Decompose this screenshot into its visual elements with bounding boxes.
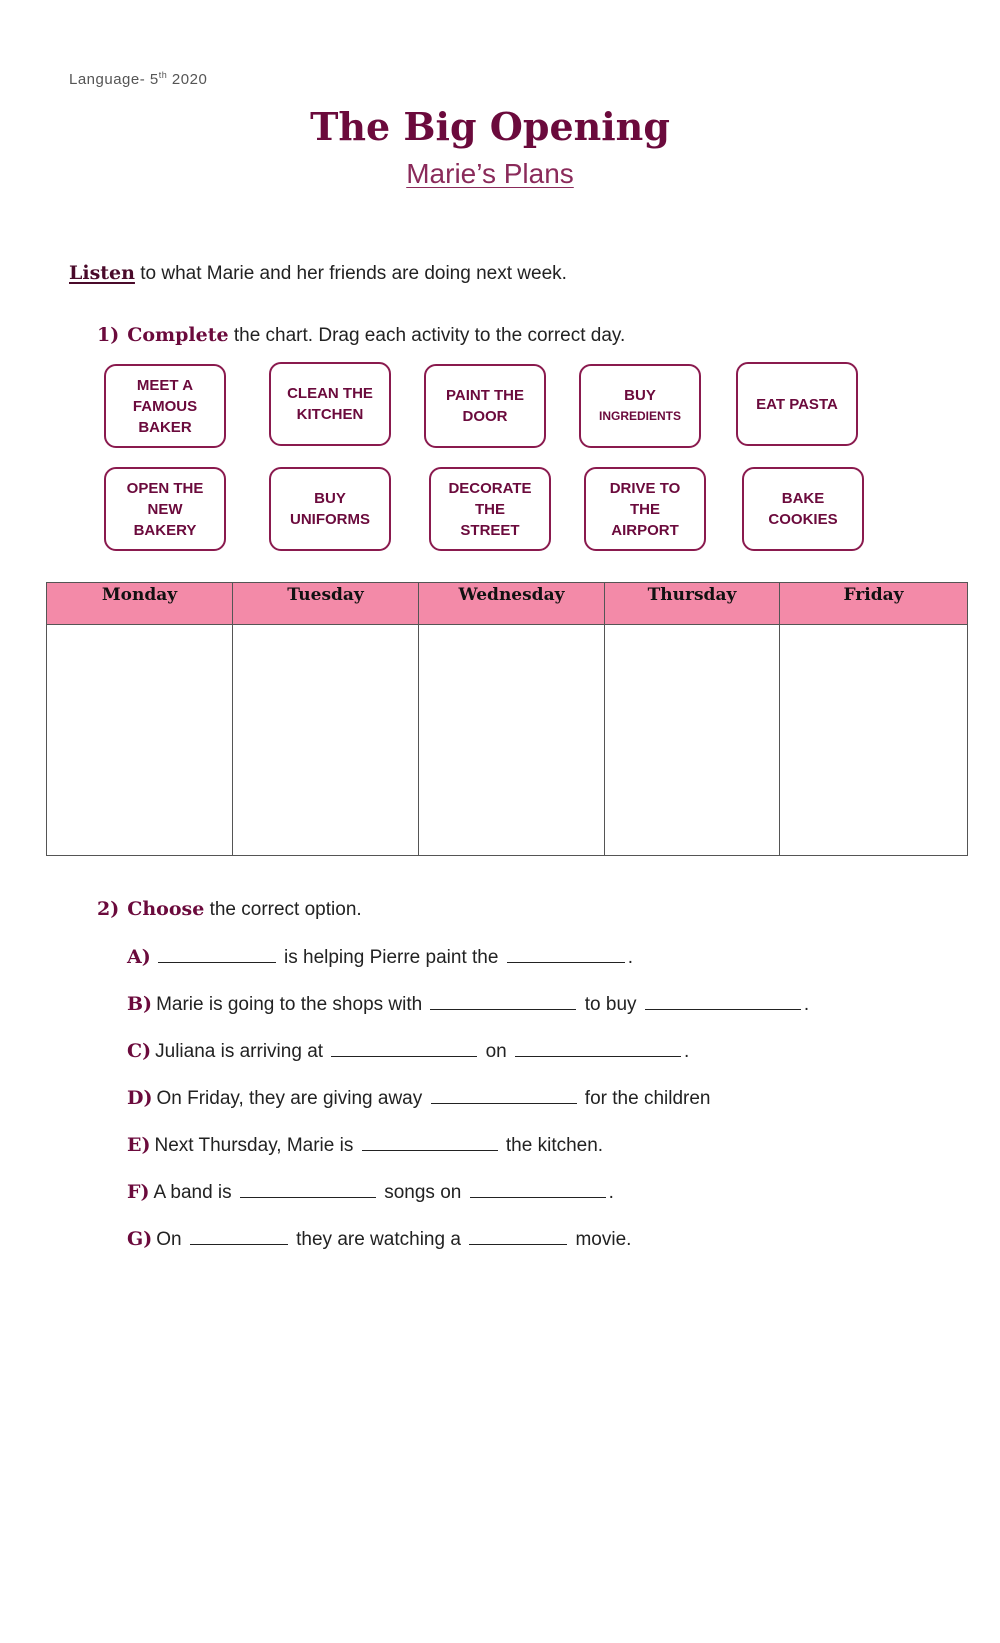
question-text: for the children: [579, 1088, 711, 1109]
question-item: [127, 1038, 689, 1063]
question-item: [127, 1226, 631, 1251]
question-text: is helping Pierre paint the: [278, 947, 504, 968]
day-header-wednesday: Wednesday: [419, 583, 605, 625]
answer-blank[interactable]: [190, 1226, 288, 1245]
question-text: A band is: [153, 1182, 237, 1203]
section-1-instruction: 1) Complete the chart. Drag each activity to the correct day.: [97, 324, 626, 346]
question-text: to buy: [579, 994, 642, 1015]
drop-zone-tuesday[interactable]: [233, 625, 419, 856]
question-letter: A): [127, 946, 151, 968]
question-item: [127, 944, 633, 969]
activity-card-label: FAMOUS: [132, 397, 198, 415]
worksheet-subtitle: Marie’s Plans: [406, 158, 574, 189]
activity-card-label: THE: [475, 500, 505, 518]
question-letter: G): [127, 1228, 153, 1250]
question-item: [127, 1179, 614, 1204]
activity-card[interactable]: [429, 467, 551, 551]
section-2-instruction: 2) Choose the correct option.: [97, 898, 362, 920]
worksheet-title: The Big Opening: [310, 104, 670, 149]
listen-keyword: Listen: [69, 262, 135, 284]
question-item: [127, 991, 809, 1016]
activity-card[interactable]: [104, 364, 226, 448]
answer-blank[interactable]: [645, 991, 801, 1010]
question-text: .: [803, 994, 810, 1015]
question-text: Marie is going to the shops with: [156, 994, 428, 1015]
day-header-friday: Friday: [780, 583, 968, 625]
activity-card[interactable]: [269, 362, 391, 446]
activity-card-label: DOOR: [462, 408, 508, 425]
activity-card-label: MEET A: [136, 376, 194, 394]
answer-blank[interactable]: [430, 991, 576, 1010]
question-text: On Friday, they are giving away: [156, 1088, 428, 1109]
activity-card[interactable]: [269, 467, 391, 551]
answer-blank[interactable]: [331, 1038, 477, 1057]
answer-blank[interactable]: [240, 1179, 376, 1198]
answer-blank[interactable]: [158, 944, 276, 963]
activity-card-label: BUY: [314, 490, 346, 507]
activity-card-label: AIRPORT: [611, 521, 679, 539]
activity-card-label: BAKERY: [133, 521, 197, 539]
question-letter: E): [127, 1134, 151, 1156]
day-header-thursday: Thursday: [605, 583, 780, 625]
activity-card-label: THE: [629, 500, 660, 518]
question-letter: F): [127, 1181, 150, 1203]
activity-card[interactable]: [579, 364, 701, 448]
activity-card-label: NEW: [147, 500, 183, 518]
question-item: [127, 1085, 710, 1110]
activity-card-label: UNIFORMS: [290, 511, 370, 528]
answer-blank[interactable]: [469, 1226, 567, 1245]
question-text: Juliana is arriving at: [155, 1041, 329, 1062]
activity-card-label: INGREDIENTS: [598, 409, 681, 423]
question-text: songs on: [378, 1182, 467, 1203]
day-header-tuesday: Tuesday: [233, 583, 419, 625]
question-text: Next Thursday, Marie is: [154, 1135, 359, 1156]
activity-card-label: DECORATE: [448, 479, 532, 497]
activity-card[interactable]: [742, 467, 864, 551]
weekly-chart: [46, 582, 968, 856]
drop-zone-thursday[interactable]: [605, 625, 780, 856]
course-label: Language- 5th 2020: [69, 70, 208, 88]
activity-card-label: EAT PASTA: [756, 395, 838, 413]
question-text: on: [480, 1041, 513, 1062]
drop-zone-wednesday[interactable]: [419, 625, 605, 856]
question-letter: B): [127, 993, 153, 1015]
question-text: On: [156, 1229, 187, 1250]
question-item: [127, 1132, 603, 1157]
listen-instruction: Listen to what Marie and her friends are doing next week.: [69, 262, 567, 284]
activity-card[interactable]: [424, 364, 546, 448]
activity-card[interactable]: [736, 362, 858, 446]
answer-blank[interactable]: [431, 1085, 577, 1104]
activity-card-label: BAKE: [781, 490, 825, 507]
question-text: movie.: [570, 1229, 632, 1250]
activity-card-label: KITCHEN: [296, 406, 364, 423]
question-letter: D): [127, 1087, 153, 1109]
answer-blank[interactable]: [515, 1038, 681, 1057]
question-text: .: [608, 1182, 614, 1203]
activity-card[interactable]: [584, 467, 706, 551]
answer-blank[interactable]: [507, 944, 625, 963]
question-text: .: [627, 947, 633, 968]
day-header-monday: Monday: [47, 583, 233, 625]
activity-card[interactable]: [104, 467, 226, 551]
activity-card-label: BAKER: [138, 418, 192, 436]
activity-card-label: BUY: [624, 387, 656, 404]
activity-card-label: CLEAN THE: [287, 385, 373, 402]
drop-zone-friday[interactable]: [780, 625, 968, 856]
activity-card-label: COOKIES: [768, 511, 838, 528]
answer-blank[interactable]: [362, 1132, 498, 1151]
question-text: they are watching a: [290, 1229, 467, 1250]
question-text: .: [684, 1041, 690, 1062]
question-text: the kitchen.: [500, 1135, 604, 1156]
activity-card-label: PAINT THE: [445, 387, 525, 404]
activity-card-label: OPEN THE: [126, 479, 204, 497]
activity-card-label: STREET: [460, 521, 520, 539]
activity-card-label: DRIVE TO: [609, 479, 681, 497]
drop-zone-monday[interactable]: [47, 625, 233, 856]
question-letter: C): [127, 1040, 152, 1062]
answer-blank[interactable]: [470, 1179, 606, 1198]
